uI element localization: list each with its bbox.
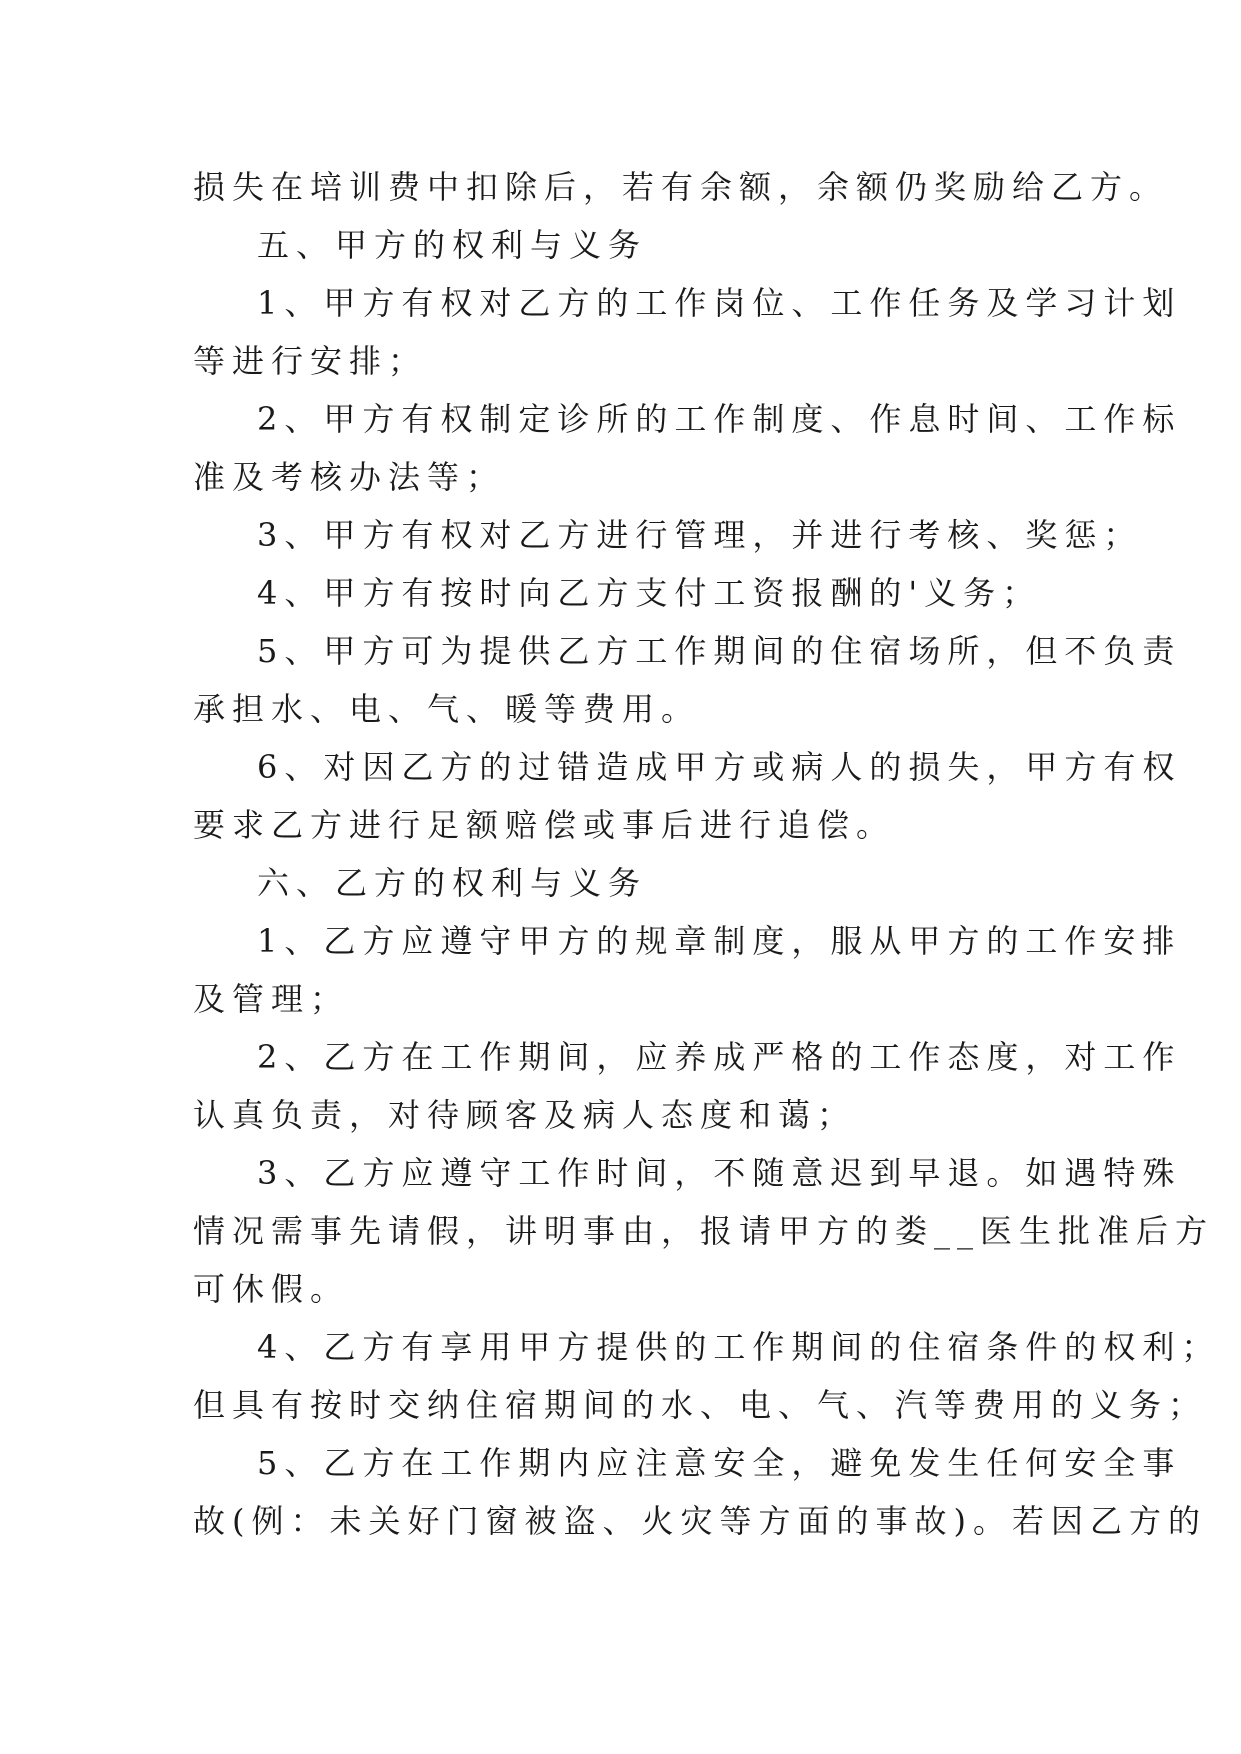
clause-text-line: 3、甲方有权对乙方进行管理，并进行考核、奖惩；: [257, 516, 1143, 554]
clause-text-line: 6、对因乙方的过错造成甲方或病人的损失，甲方有权: [257, 748, 1182, 786]
clause-text-line: 2、甲方有权制定诊所的工作制度、作息时间、工作标: [257, 400, 1182, 438]
clause-text-line: 2、乙方在工作期间，应养成严格的工作态度，对工作: [257, 1038, 1182, 1076]
clause-text-line: 及管理；: [193, 980, 350, 1018]
clause-text-line: 4、乙方有享用甲方提供的工作期间的住宿条件的权利；: [257, 1328, 1221, 1366]
body-text-line: 损失在培训费中扣除后，若有余额，余额仍奖励给乙方。: [193, 168, 1169, 206]
clause-text-line: 1、乙方应遵守甲方的规章制度，服从甲方的工作安排: [257, 922, 1182, 960]
clause-text-line: 5、乙方在工作期内应注意安全，避免发生任何安全事: [257, 1444, 1182, 1482]
clause-text-line: 4、甲方有按时向乙方支付工资报酬的'义务；: [257, 574, 1042, 612]
clause-text-line: 故(例：未关好门窗被盗、火灾等方面的事故)。若因乙方的: [193, 1502, 1207, 1540]
clause-text-line: 可休假。: [193, 1270, 350, 1308]
clause-text-line: 情况需事先请假，讲明事由，报请甲方的娄__医生批准后方: [193, 1212, 1215, 1250]
clause-text-line: 但具有按时交纳住宿期间的水、电、气、汽等费用的义务；: [193, 1386, 1208, 1424]
clause-text-line: 5、甲方可为提供乙方工作期间的住宿场所，但不负责: [257, 632, 1182, 670]
clause-text-line: 准及考核办法等；: [193, 458, 506, 496]
clause-text-line: 要求乙方进行足额赔偿或事后进行追偿。: [193, 806, 896, 844]
clause-text-line: 承担水、电、气、暖等费用。: [193, 690, 701, 728]
section-heading: 五、甲方的权利与义务: [257, 226, 648, 264]
clause-text-line: 认真负责，对待顾客及病人态度和蔼；: [193, 1096, 857, 1134]
clause-text-line: 1、甲方有权对乙方的工作岗位、工作任务及学习计划: [257, 284, 1182, 322]
document-page: [193, 158, 1221, 1550]
section-heading: 六、乙方的权利与义务: [257, 864, 648, 902]
clause-text-line: 等进行安排；: [193, 342, 428, 380]
clause-text-line: 3、乙方应遵守工作时间，不随意迟到早退。如遇特殊: [257, 1154, 1182, 1192]
